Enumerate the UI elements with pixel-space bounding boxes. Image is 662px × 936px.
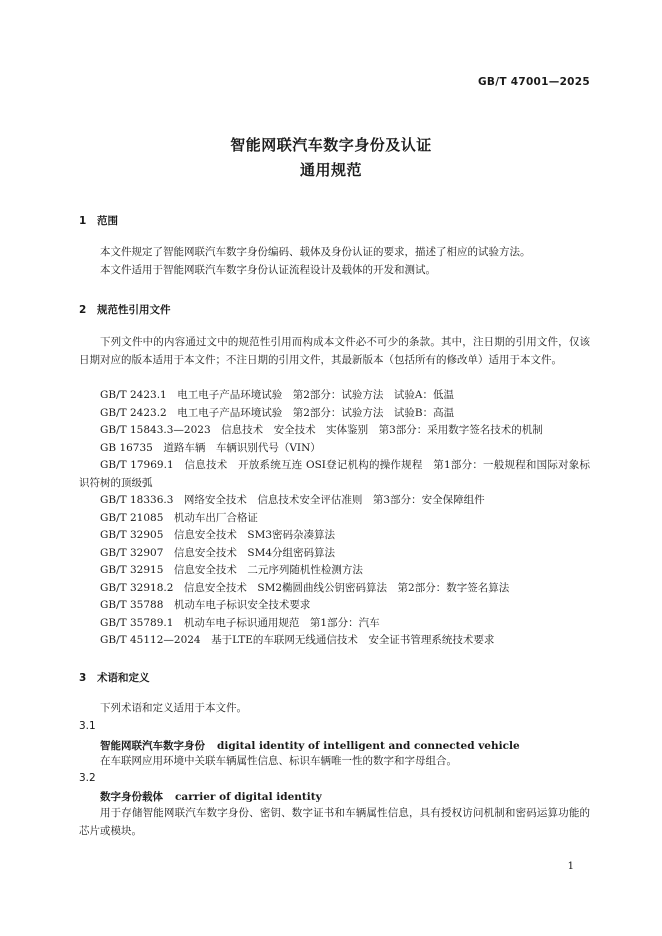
section-2-heading [79, 302, 171, 317]
section-3-intro: 下列术语和定义适用于本文件。 [100, 702, 247, 714]
term-zh: 数字身份载体 [100, 791, 163, 803]
standard-code: GB/T 47001—2025 [477, 76, 590, 88]
reference-item: GB/T 2423.2 电工电子产品环境试验 第2部分：试验方法 试验B：高温 [100, 407, 455, 419]
section-1-number: 1 [79, 215, 87, 227]
reference-item: GB/T 2423.1 电工电子产品环境试验 第2部分：试验方法 试验A：低温 [100, 389, 454, 401]
reference-item: GB/T 32918.2 信息安全技术 SM2椭圆曲线公钥密码算法 第2部分：数字签名算法 [100, 582, 510, 594]
reference-item: GB/T 21085 机动车出厂合格证 [100, 512, 258, 524]
term-definition: 用于存储智能网联汽车数字身份、密钥、数字证书和车辆属性信息，具有授权访问机制和密码运算功能的芯片或模块。 [79, 807, 590, 837]
term-number: 3.1 [79, 720, 96, 732]
term-en: digital identity of intelligent and connected vehicle [217, 740, 520, 752]
reference-item: GB/T 45112—2024 基于LTE的车联网无线通信技术 安全证书管理系统技术要求 [100, 634, 495, 646]
section-1-paragraph: 本文件适用于智能网联汽车数字身份认证流程设计及载体的开发和测试。 [100, 264, 436, 276]
reference-item: GB/T 18336.3 网络安全技术 信息技术安全评估准则 第3部分：安全保障组件 [100, 494, 485, 506]
section-3-title: 术语和定义 [97, 672, 150, 684]
term-zh: 智能网联汽车数字身份 [100, 740, 205, 752]
reference-item: GB 16735 道路车辆 车辆识别代号（VIN） [100, 442, 321, 454]
reference-item: GB/T 35788 机动车电子标识安全技术要求 [100, 599, 311, 611]
term-definition: 在车联网应用环境中关联车辆属性信息、标识车辆唯一性的数字和字母组合。 [100, 755, 457, 767]
term-entry [100, 738, 520, 753]
section-3-number: 3 [79, 672, 87, 684]
term-number: 3.2 [79, 772, 96, 784]
section-2-number: 2 [79, 304, 87, 316]
document-subtitle: 通用规范 [299, 161, 362, 179]
reference-item: GB/T 32905 信息安全技术 SM3密码杂凑算法 [100, 529, 336, 541]
term-en: carrier of digital identity [175, 791, 322, 803]
page-number: 1 [567, 861, 574, 872]
section-2-title: 规范性引用文件 [97, 304, 171, 316]
section-1-heading [79, 213, 118, 228]
document-title: 智能网联汽车数字身份及认证 [230, 136, 432, 154]
section-1-paragraph: 本文件规定了智能网联汽车数字身份编码、载体及身份认证的要求，描述了相应的试验方法。 [100, 246, 531, 258]
reference-item: GB/T 35789.1 机动车电子标识通用规范 第1部分：汽车 [100, 617, 380, 629]
reference-item: GB/T 32907 信息安全技术 SM4分组密码算法 [100, 547, 336, 559]
section-3-heading [79, 670, 150, 685]
section-1-title: 范围 [97, 215, 118, 227]
reference-item: GB/T 15843.3—2023 信息技术 安全技术 实体鉴别 第3部分：采用数字签名技术的机制 [100, 424, 543, 436]
reference-item: GB/T 32915 信息安全技术 二元序列随机性检测方法 [100, 564, 363, 576]
reference-item: GB/T 17969.1 信息技术 开放系统互连 OSI登记机构的操作规程 第1部分：一般规程和国际对象标识符树的顶级弧 [79, 459, 590, 489]
term-entry [100, 789, 322, 804]
section-2-intro: 下列文件中的内容通过文中的规范性引用而构成本文件必不可少的条款。其中，注日期的引用文件，仅该日期对应的版本适用于本文件；不注日期的引用文件，其最新版本（包括所有的修改单）适用于本文件。 [79, 336, 590, 366]
